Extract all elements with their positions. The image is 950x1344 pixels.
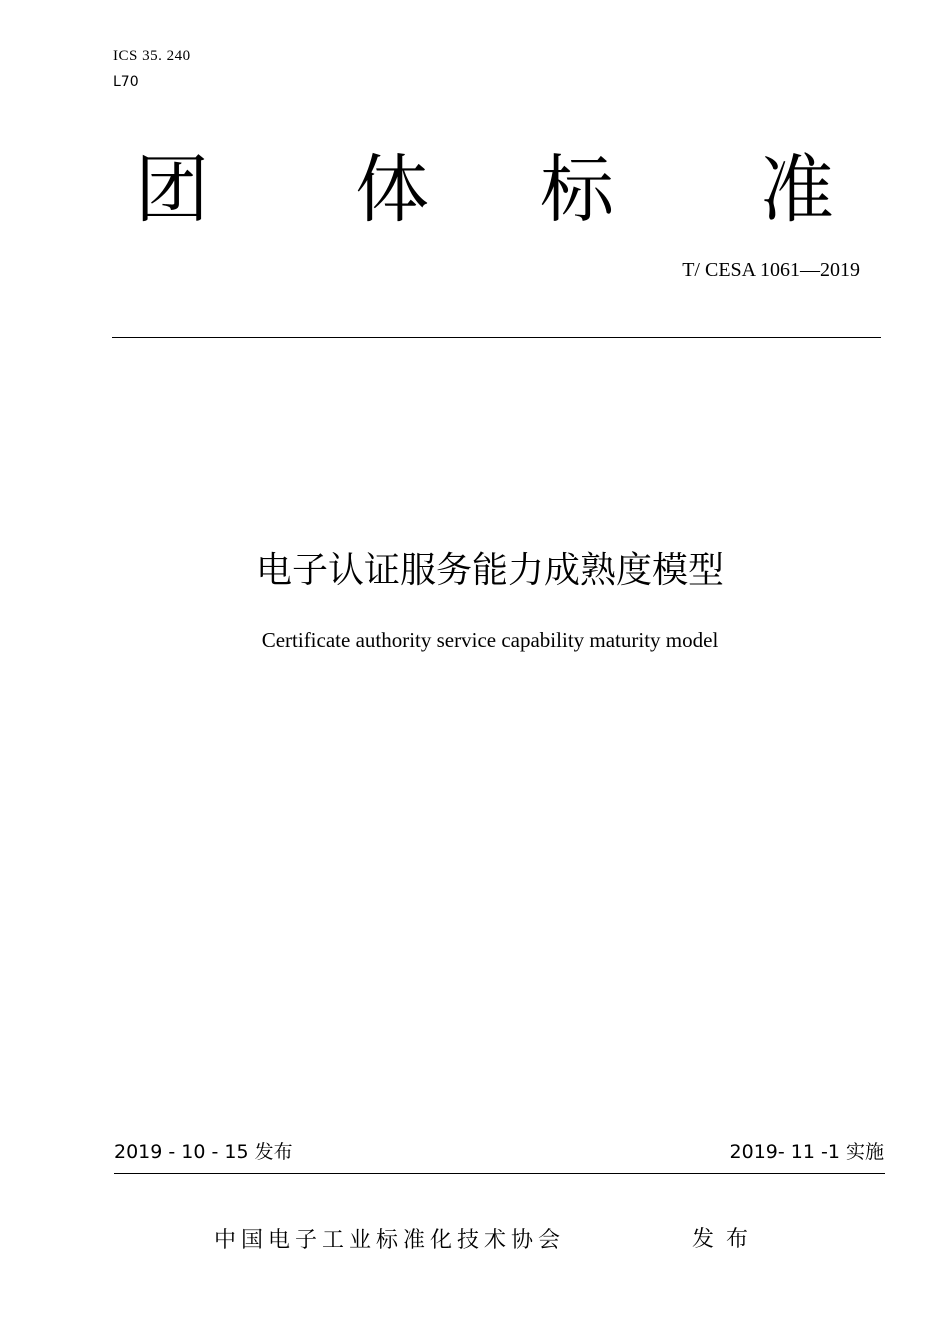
standard-number: T/ CESA 1061—2019 (682, 259, 860, 281)
document-title-english: Certificate authority service capability maturity model (261, 628, 719, 652)
top-divider (112, 337, 881, 338)
standard-type-char: 标 (540, 147, 614, 233)
bottom-divider (114, 1173, 885, 1174)
standard-type-char: 团 (135, 147, 209, 233)
standard-type-char: 体 (355, 147, 429, 233)
ics-code: ICS 35. 240 (113, 48, 191, 64)
document-title-chinese: 电子认证服务能力成熟度模型 (255, 550, 724, 591)
ccs-code: L70 (113, 74, 139, 90)
effective-date: 2019- 11 -1 实施 (729, 1141, 884, 1163)
issue-date: 2019 - 10 - 15 发布 (114, 1141, 293, 1163)
standard-type-char: 准 (760, 147, 834, 233)
issuer-name: 中国电子工业标准化技术协会 (214, 1228, 566, 1253)
issuer-action: 发布 (692, 1227, 761, 1252)
